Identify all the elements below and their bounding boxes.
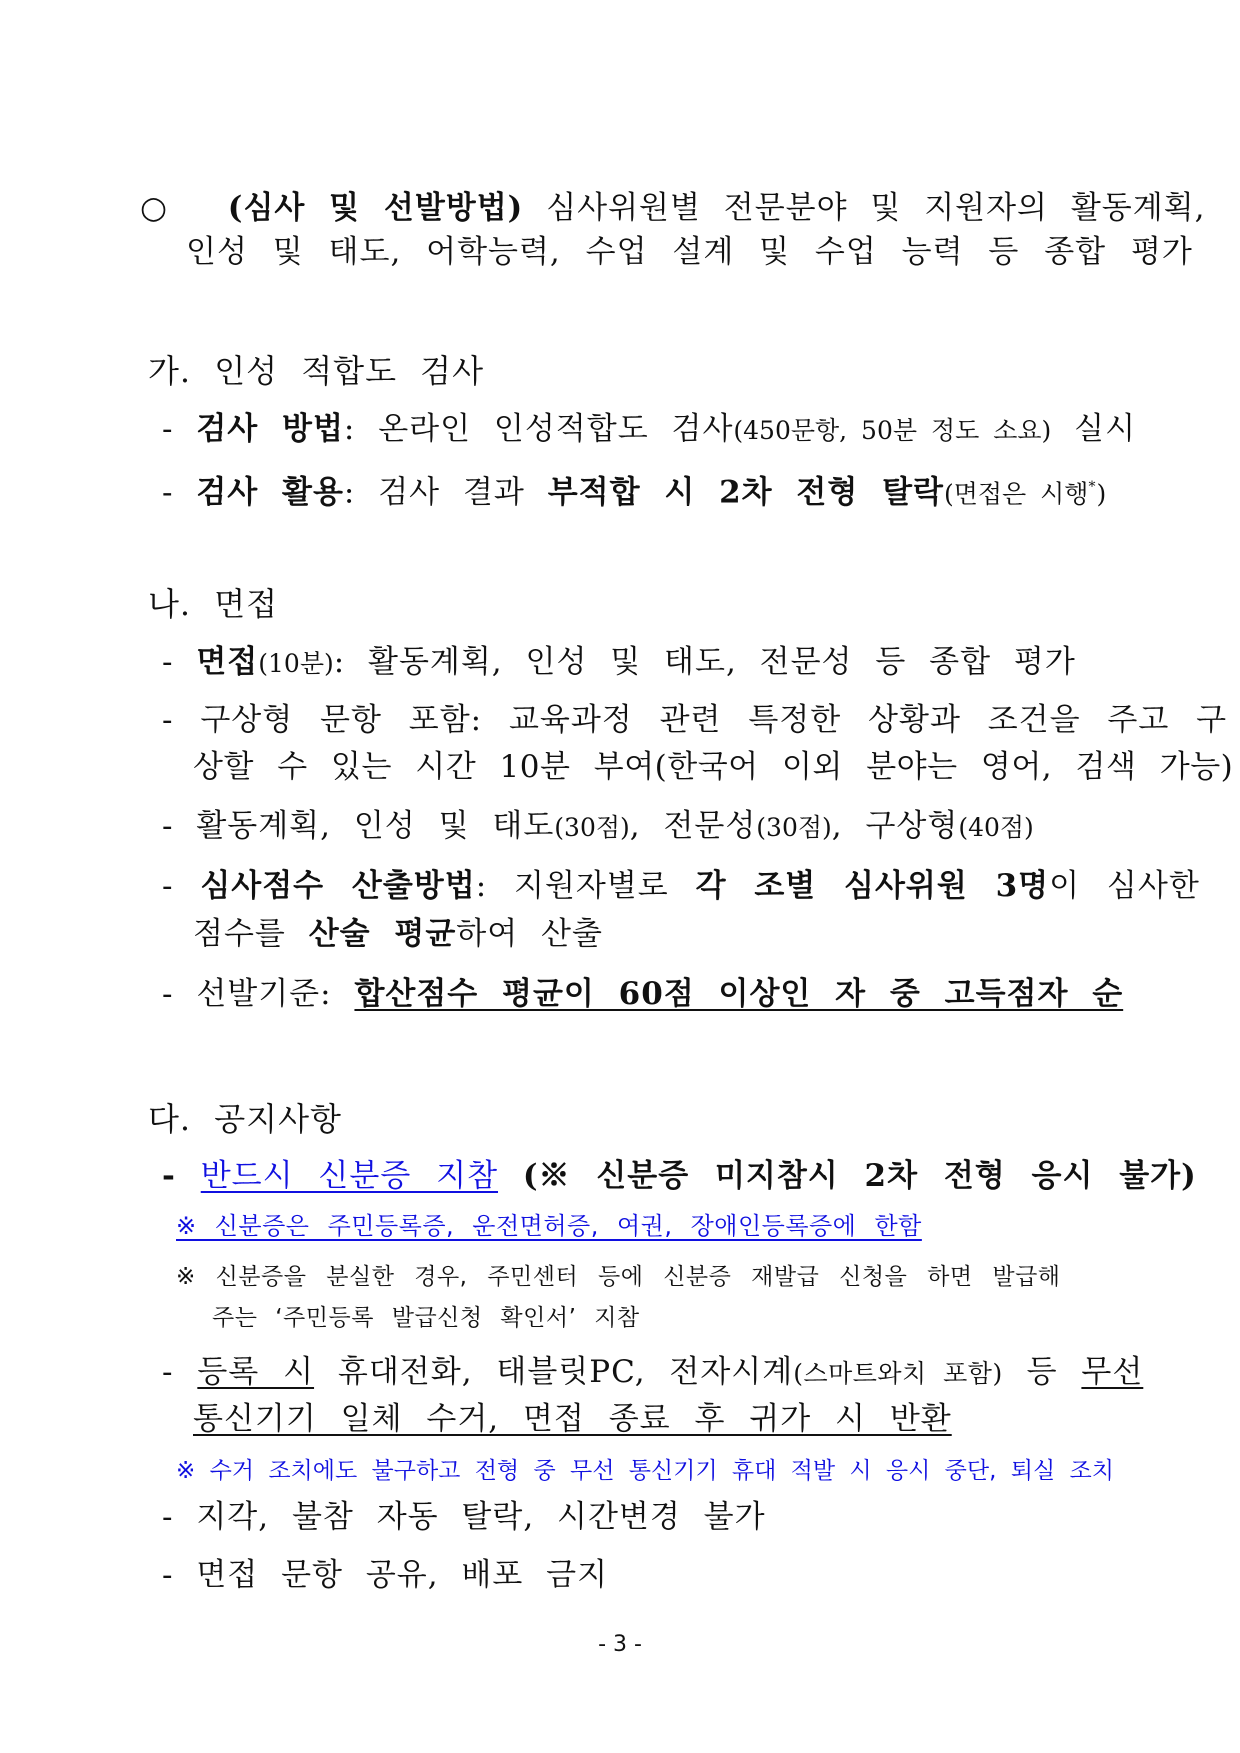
na-item-4-label: 심사점수 산출방법 xyxy=(200,868,476,904)
da-note-3: ※ 수거 조치에도 불구하고 전형 중 무선 통신기기 휴대 적발 시 응시 중단, 퇴실 조치 xyxy=(176,1458,1114,1484)
ga-item-1-small: (450문항, 50분 정도 소요) xyxy=(733,416,1052,445)
ga-item-2-bold: 부적합 시 2차 전형 탈락 xyxy=(547,474,944,511)
page-number: - 3 - xyxy=(598,1632,642,1657)
intro-bold-label: (심사 및 선발방법) xyxy=(227,190,524,226)
da-item-2-small: (스마트와치 포함) xyxy=(793,1359,1003,1388)
na-item-4-line-2 xyxy=(193,914,603,954)
na-item-1-text: : 활동계획, 인성 및 태도, 전문성 등 종합 평가 xyxy=(333,644,1076,680)
dash: - xyxy=(162,1354,174,1390)
dash: - xyxy=(162,808,174,844)
section-da-title: 다. 공지사항 xyxy=(148,1100,342,1138)
section-ga-title: 가. 인성 적합도 검사 xyxy=(148,352,484,390)
dash: - xyxy=(162,474,174,511)
dash: - xyxy=(162,976,174,1012)
intro-line-2: 인성 및 태도, 어학능력, 수업 설계 및 수업 능력 등 종합 평가 xyxy=(186,234,1193,270)
da-item-2-line-2-text: 통신기기 일체 수거, 면접 종료 후 귀가 시 반환 xyxy=(193,1401,952,1437)
ga-item-2-text: : 검사 결과 xyxy=(343,474,525,511)
ga-item-2-small: (면접은 시행 xyxy=(943,479,1089,509)
na-item-4-bold: 각 조별 심사위원 3명 xyxy=(695,868,1050,904)
id-card-notice-link[interactable]: 반드시 신분증 지참 xyxy=(200,1158,499,1194)
na-item-2-line-2: 상할 수 있는 시간 10분 부여(한국어 이외 분야는 영어, 검색 가능) xyxy=(193,749,1234,785)
na-item-1-label: 면접 xyxy=(196,644,259,680)
ga-item-1-text: : 온라인 인성적합도 검사 xyxy=(343,411,734,447)
ga-item-1 xyxy=(162,409,1136,451)
na-item-5-colon: : xyxy=(320,976,332,1012)
da-item-2 xyxy=(162,1352,1143,1394)
dash: - xyxy=(162,411,174,447)
da-note-2-line-1: ※ 신분증을 분실한 경우, 주민센터 등에 신분증 재발급 신청을 하면 발급해 xyxy=(176,1264,1061,1290)
da-item-1-bold: (※ 신분증 미지참시 2차 전형 응시 불가) xyxy=(522,1158,1197,1194)
dash: - xyxy=(162,1499,174,1535)
na-item-4-line-2-end: 하여 산출 xyxy=(456,916,603,952)
na-item-3-a-small: (30점) xyxy=(554,813,630,842)
na-item-4-end: 이 심사한 xyxy=(1049,868,1200,904)
ga-item-1-label: 검사 방법 xyxy=(196,411,344,447)
na-item-5-label: 선발기준 xyxy=(196,976,321,1012)
na-item-5-criteria: 합산점수 평균이 60점 이상인 자 중 고득점자 순 xyxy=(354,976,1124,1012)
ga-item-1-end: 실시 xyxy=(1074,411,1137,447)
ga-item-2-close: ) xyxy=(1096,479,1108,509)
dash: - xyxy=(162,1557,174,1593)
section-na-title: 나. 면접 xyxy=(148,585,279,623)
dash: - xyxy=(162,868,174,904)
da-note-1 xyxy=(176,1206,922,1246)
da-item-1 xyxy=(162,1156,1197,1196)
na-item-4-text: : 지원자별로 xyxy=(475,868,669,904)
na-item-5 xyxy=(162,974,1123,1014)
na-item-3-c-small: (40점) xyxy=(958,813,1034,842)
da-item-4 xyxy=(162,1555,608,1595)
da-note-2-line-2: 주는 ‘주민등록 발급신청 확인서’ 지참 xyxy=(212,1305,640,1331)
na-item-3-b-small: (30점) xyxy=(756,813,832,842)
da-item-2-line-2 xyxy=(193,1399,952,1439)
ga-item-2-label: 검사 활용 xyxy=(196,474,344,511)
da-item-2-text: 휴대전화, 태블릿PC, 전자시계 xyxy=(337,1354,794,1390)
da-item-2-underline-1: 등록 시 xyxy=(197,1354,315,1390)
na-item-4 xyxy=(162,866,1200,906)
na-item-1-small: (10분) xyxy=(258,649,334,678)
na-item-4-line-2-bold: 산술 평균 xyxy=(308,916,457,952)
da-item-3 xyxy=(162,1497,766,1537)
na-item-3 xyxy=(162,806,1034,848)
na-item-4-line-2-a: 점수를 xyxy=(193,916,286,952)
na-item-3-c: , 구상형 xyxy=(831,808,959,844)
dash: - xyxy=(162,1158,176,1194)
da-note-1-text: ※ 신분증은 주민등록증, 운전면허증, 여권, 장애인등록증에 한함 xyxy=(176,1212,922,1240)
da-item-3-text: 지각, 불참 자동 탈락, 시간변경 불가 xyxy=(196,1499,766,1535)
ga-item-2 xyxy=(162,467,1107,514)
da-item-2-underline-2: 무선 xyxy=(1081,1354,1144,1390)
na-item-2 xyxy=(162,700,1227,740)
ga-item-2-sup: * xyxy=(1088,479,1097,495)
dash: - xyxy=(162,702,174,738)
intro-line-1-text: 심사위원별 전문분야 및 지원자의 활동계획, xyxy=(546,190,1206,226)
da-item-4-text: 면접 문항 공유, 배포 금지 xyxy=(196,1557,609,1593)
da-item-2-after: 등 xyxy=(1026,1354,1058,1390)
dash: - xyxy=(162,644,174,680)
na-item-3-a: 활동계획, 인성 및 태도 xyxy=(196,808,555,844)
na-item-1 xyxy=(162,642,1076,684)
na-item-2-line-1: 구상형 문항 포함: 교육과정 관련 특정한 상황과 조건을 주고 구 xyxy=(200,702,1228,738)
intro-line-1 xyxy=(140,188,1205,228)
na-item-3-b: , 전문성 xyxy=(629,808,757,844)
bullet: ○ xyxy=(140,190,169,226)
